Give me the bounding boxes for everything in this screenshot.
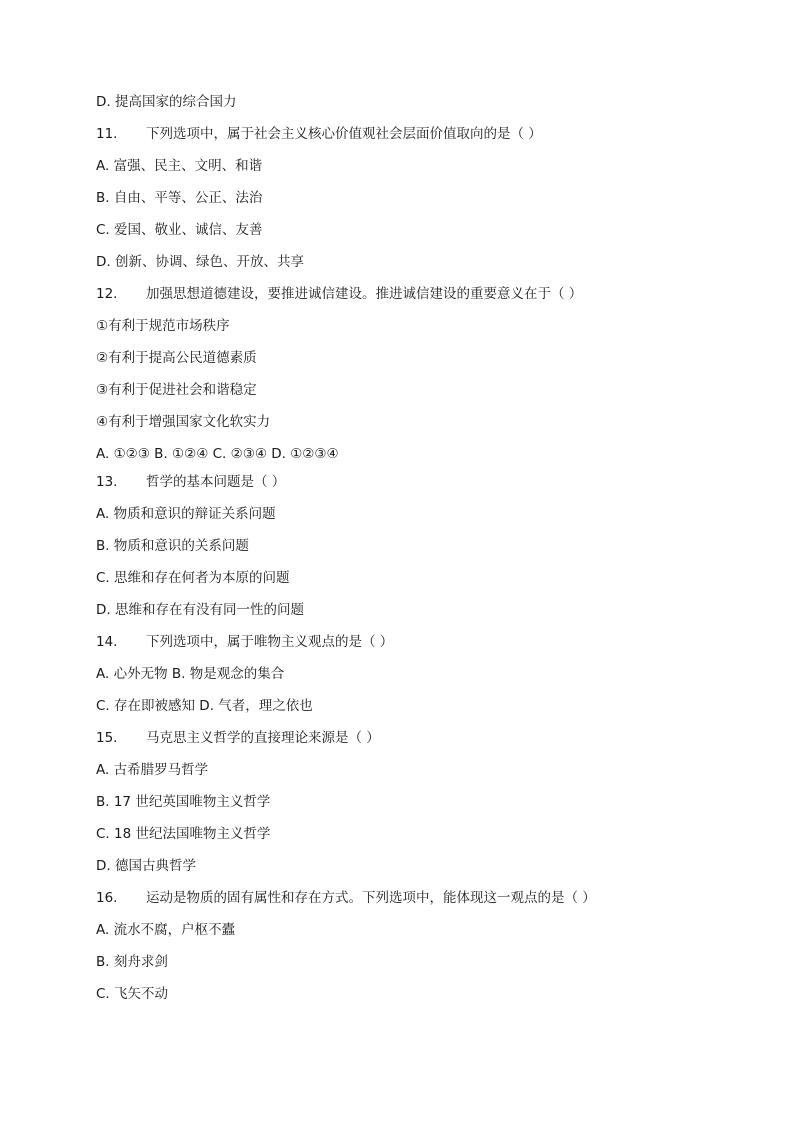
question-16 bbox=[96, 888, 596, 908]
statement-3: ③有利于促进社会和谐稳定 bbox=[96, 382, 257, 398]
option-c: C. 思维和存在何者为本原的问题 bbox=[96, 570, 290, 586]
options-ab: A. 心外无物 B. 物是观念的集合 bbox=[96, 666, 285, 682]
option-a: A. 古希腊罗马哲学 bbox=[96, 762, 209, 778]
statement-4: ④有利于增强国家文化软实力 bbox=[96, 414, 271, 430]
option-a: A. 物质和意识的辩证关系问题 bbox=[96, 506, 276, 522]
option-b: B. 17 世纪英国唯物主义哲学 bbox=[96, 794, 271, 810]
question-number: 11. bbox=[96, 126, 118, 142]
options-cd: C. 存在即被感知 D. 气者，理之依也 bbox=[96, 698, 313, 714]
statement-2: ②有利于提高公民道德素质 bbox=[96, 350, 257, 366]
question-text: 下列选项中，属于唯物主义观点的是（ ） bbox=[146, 634, 394, 650]
question-number: 15. bbox=[96, 730, 118, 746]
question-text: 哲学的基本问题是（ ） bbox=[146, 474, 286, 490]
question-number: 13. bbox=[96, 474, 118, 490]
option-d: D. 德国古典哲学 bbox=[96, 858, 196, 874]
question-12 bbox=[96, 284, 582, 304]
option-d: D. 思维和存在有没有同一性的问题 bbox=[96, 602, 304, 618]
question-number: 14. bbox=[96, 634, 118, 650]
option-a: A. 富强、民主、文明、和谐 bbox=[96, 158, 263, 174]
option-a: A. 流水不腐，户枢不蠹 bbox=[96, 922, 236, 938]
question-text: 下列选项中，属于社会主义核心价值观社会层面价值取向的是（ ） bbox=[146, 126, 542, 142]
option-d-q10: D. 提高国家的综合国力 bbox=[96, 94, 237, 110]
option-c: C. 18 世纪法国唯物主义哲学 bbox=[96, 826, 271, 842]
question-13 bbox=[96, 472, 285, 492]
option-c: C. 爱国、敬业、诚信、友善 bbox=[96, 222, 263, 238]
question-14 bbox=[96, 632, 393, 652]
option-d: D. 创新、协调、绿色、开放、共享 bbox=[96, 254, 304, 270]
question-15 bbox=[96, 728, 380, 748]
question-text: 马克思主义哲学的直接理论来源是（ ） bbox=[146, 730, 380, 746]
question-number: 12. bbox=[96, 286, 118, 302]
option-b: B. 刻舟求剑 bbox=[96, 954, 168, 970]
question-number: 16. bbox=[96, 890, 118, 906]
option-c: C. 飞矢不动 bbox=[96, 986, 169, 1002]
question-text: 运动是物质的固有属性和存在方式。下列选项中，能体现这一观点的是（ ） bbox=[146, 890, 596, 906]
options-line: A. ①②③ B. ①②④ C. ②③④ D. ①②③④ bbox=[96, 446, 339, 462]
option-b: B. 物质和意识的关系问题 bbox=[96, 538, 249, 554]
question-text: 加强思想道德建设，要推进诚信建设。推进诚信建设的重要意义在于（ ） bbox=[146, 286, 583, 302]
statement-1: ①有利于规范市场秩序 bbox=[96, 318, 230, 334]
option-b: B. 自由、平等、公正、法治 bbox=[96, 190, 263, 206]
question-11 bbox=[96, 124, 542, 144]
